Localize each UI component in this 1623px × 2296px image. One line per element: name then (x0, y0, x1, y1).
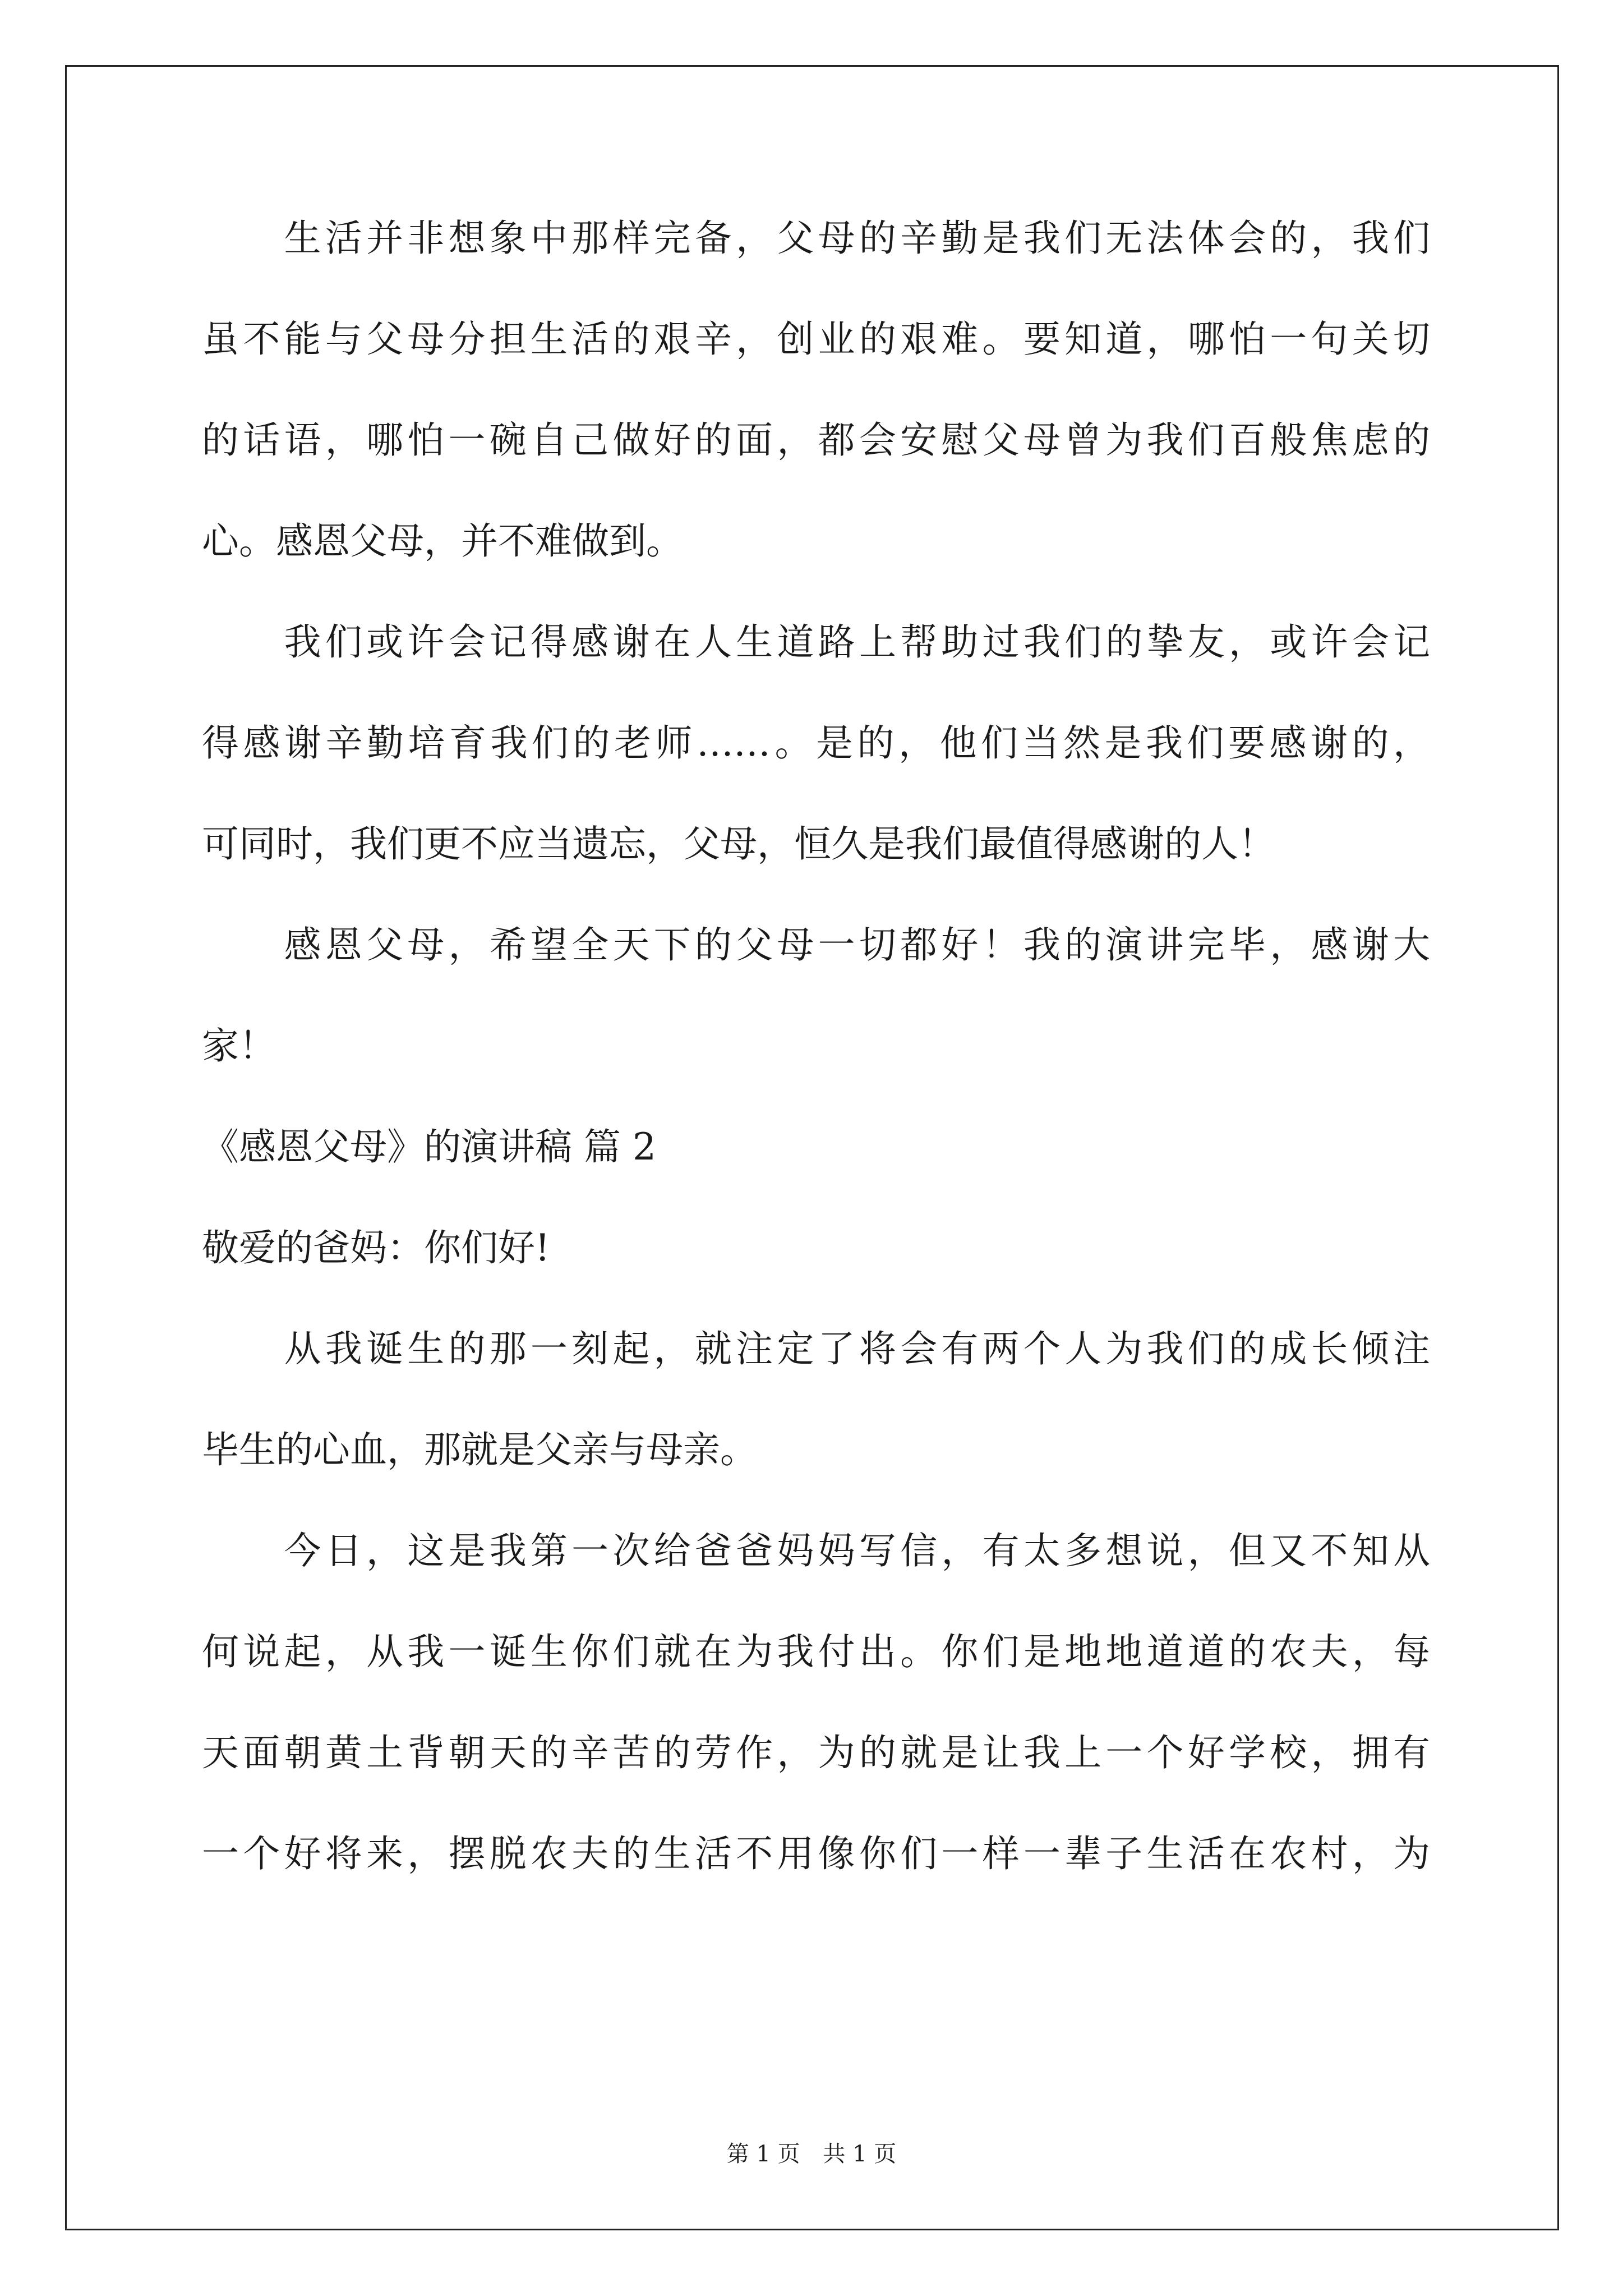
paragraph-line: 一个好将来，摆脱农夫的生活不用像你们一样一辈子生活在农村，为 (202, 1832, 1430, 1875)
salutation: 敬爱的爸妈：你们好! (202, 1226, 550, 1269)
paragraph-line: 感恩父母，希望全天下的父母一切都好！我的演讲完毕，感谢大 (202, 923, 1430, 967)
paragraph-line: 心。感恩父母，并不难做到。 (202, 519, 683, 563)
paragraph-line: 生活并非想象中那样完备，父母的辛勤是我们无法体会的，我们 (202, 217, 1430, 260)
paragraph-line: 得感谢辛勤培育我们的老师……。是的，他们当然是我们要感谢的， (202, 721, 1430, 765)
paragraph-line: 毕生的心血，那就是父亲与母亲。 (202, 1428, 757, 1471)
paragraph-line: 今日，这是我第一次给爸爸妈妈写信，有太多想说，但又不知从 (202, 1529, 1430, 1572)
paragraph-line: 家！ (202, 1024, 276, 1068)
page-footer (0, 2136, 1623, 2168)
paragraph-line: 可同时，我们更不应当遗忘，父母，恒久是我们最值得感谢的人！ (202, 822, 1275, 866)
section-heading: 《感恩父母》的演讲稿 篇 2 (202, 1125, 656, 1168)
paragraph-line: 从我诞生的那一刻起，就注定了将会有两个人为我们的成长倾注 (202, 1327, 1430, 1370)
page-number: 第 1 页 (726, 2141, 800, 2167)
paragraph-line: 的话语，哪怕一碗自己做好的面，都会安慰父母曾为我们百般焦虑的 (202, 418, 1430, 462)
page-total: 共 1 页 (823, 2141, 897, 2167)
paragraph-line: 天面朝黄土背朝天的辛苦的劳作，为的就是让我上一个好学校，拥有 (202, 1731, 1430, 1774)
paragraph-line: 我们或许会记得感谢在人生道路上帮助过我们的挚友，或许会记 (202, 620, 1430, 664)
paragraph-line: 何说起，从我一诞生你们就在为我付出。你们是地地道道的农夫，每 (202, 1630, 1430, 1673)
paragraph-line: 虽不能与父母分担生活的艰辛，创业的艰难。要知道，哪怕一句关切 (202, 318, 1430, 361)
